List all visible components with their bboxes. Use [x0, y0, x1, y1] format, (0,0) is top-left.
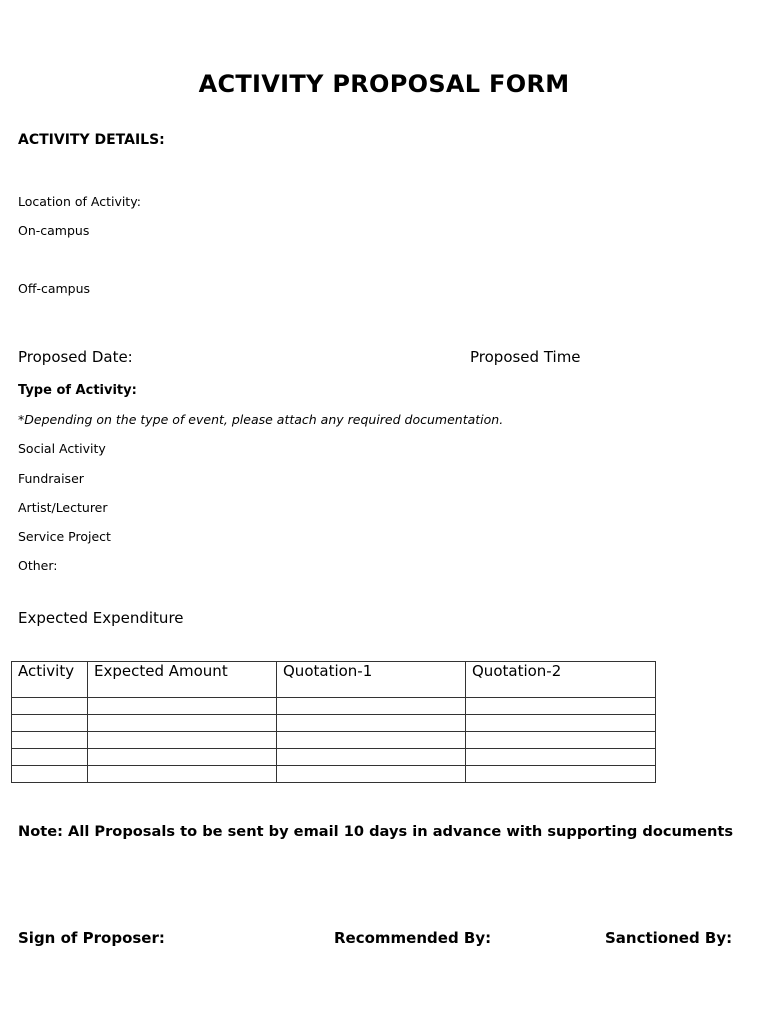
- table-row: [12, 715, 656, 732]
- table-cell[interactable]: [277, 715, 466, 732]
- table-cell[interactable]: [277, 749, 466, 766]
- expenditure-heading: Expected Expenditure: [18, 609, 184, 627]
- recommended-by-label: Recommended By:: [334, 929, 492, 947]
- table-cell[interactable]: [466, 766, 656, 783]
- table-cell[interactable]: [277, 698, 466, 715]
- table-cell[interactable]: [277, 732, 466, 749]
- column-header-quotation-2: Quotation-2: [466, 662, 656, 698]
- table-cell[interactable]: [88, 749, 277, 766]
- column-header-activity: Activity: [12, 662, 88, 698]
- table-row: [12, 732, 656, 749]
- activity-type-social: Social Activity: [18, 441, 106, 456]
- page-title: ACTIVITY PROPOSAL FORM: [198, 70, 570, 98]
- sign-of-proposer-label: Sign of Proposer:: [18, 929, 165, 947]
- sanctioned-by-label: Sanctioned By:: [605, 929, 733, 947]
- type-of-activity-heading: Type of Activity:: [18, 383, 137, 398]
- table-cell[interactable]: [12, 715, 88, 732]
- table-cell[interactable]: [466, 698, 656, 715]
- column-header-expected-amount: Expected Amount: [88, 662, 277, 698]
- table-cell[interactable]: [88, 715, 277, 732]
- table-cell[interactable]: [12, 698, 88, 715]
- table-cell[interactable]: [466, 749, 656, 766]
- table-row: [12, 698, 656, 715]
- table-cell[interactable]: [466, 732, 656, 749]
- table-cell[interactable]: [12, 732, 88, 749]
- activity-type-service-project: Service Project: [18, 529, 111, 544]
- activity-type-fundraiser: Fundraiser: [18, 471, 84, 486]
- table-cell[interactable]: [88, 766, 277, 783]
- expenditure-table: [11, 661, 656, 783]
- table-cell[interactable]: [277, 766, 466, 783]
- table-row: [12, 766, 656, 783]
- table-cell[interactable]: [88, 732, 277, 749]
- activity-type-artist-lecturer: Artist/Lecturer: [18, 500, 108, 515]
- location-label: Location of Activity:: [18, 194, 141, 209]
- activity-details-heading: ACTIVITY DETAILS:: [18, 132, 165, 148]
- table-cell[interactable]: [12, 766, 88, 783]
- table-cell[interactable]: [12, 749, 88, 766]
- on-campus-option: On-campus: [18, 223, 90, 238]
- proposed-time-label: Proposed Time: [470, 348, 581, 366]
- table-row: [12, 749, 656, 766]
- table-cell[interactable]: [88, 698, 277, 715]
- off-campus-option: Off-campus: [18, 281, 91, 296]
- activity-type-other: Other:: [18, 558, 58, 573]
- column-header-quotation-1: Quotation-1: [277, 662, 466, 698]
- documentation-note: *Depending on the type of event, please attach any required documentation.: [18, 412, 504, 427]
- table-cell[interactable]: [466, 715, 656, 732]
- table-header-row: [12, 662, 656, 698]
- proposed-date-label: Proposed Date:: [18, 348, 133, 366]
- submission-note: Note: All Proposals to be sent by email 10 days in advance with supporting documents: [18, 823, 734, 840]
